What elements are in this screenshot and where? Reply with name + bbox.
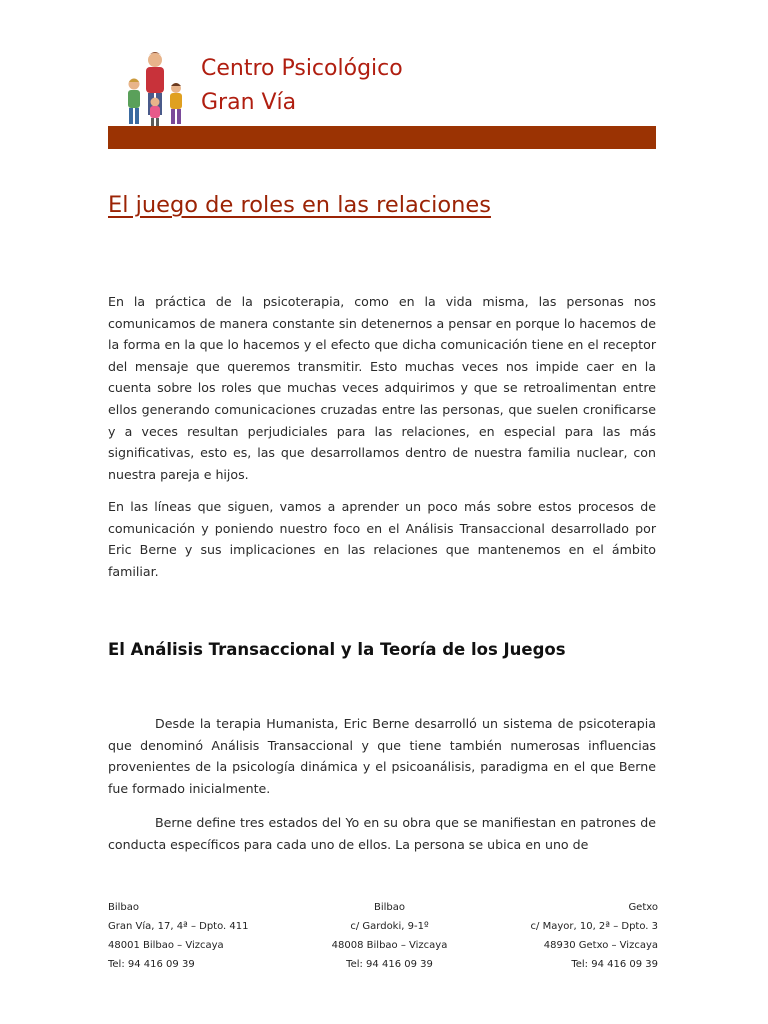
footer-address-1 [108, 898, 248, 974]
footer-street: c/ Gardoki, 9-1º [350, 921, 429, 932]
intro-paragraph-2: En las líneas que siguen, vamos a aprender un poco más sobre estos procesos de comunicación y poniendo nuestro foco en el Análisis Transaccional desarrollado por Eric Berne y sus implicaciones en las relaciones que mantenemos en el ámbito familiar. [108, 499, 656, 579]
section-heading: El Análisis Transaccional y la Teoría de los Juegos [108, 640, 566, 659]
footer-city: Bilbao [108, 902, 140, 913]
document-title: El juego de roles en las relaciones [108, 192, 491, 218]
footer-phone: Tel: 94 416 09 39 [571, 959, 658, 970]
organization-name-line1: Centro Psicológico [201, 56, 403, 81]
footer-address-2 [332, 898, 448, 974]
header-rule [108, 126, 656, 149]
organization-name-line2: Gran Vía [201, 90, 297, 115]
footer-phone: Tel: 94 416 09 39 [108, 959, 195, 970]
footer-address-3 [531, 898, 658, 974]
footer-postal: 48008 Bilbao – Vizcaya [331, 940, 448, 951]
footer-phone: Tel: 94 416 09 39 [346, 959, 433, 970]
footer-postal: 48001 Bilbao – Vizcaya [108, 940, 224, 951]
letterhead [108, 44, 656, 134]
footer-street: Gran Vía, 17, 4ª – Dpto. 411 [108, 921, 249, 932]
section-paragraph-1: Desde la terapia Humanista, Eric Berne desarrolló un sistema de psicoterapia que denominó Análisis Transaccional y que tiene también numerosas influencias provenientes de la psicología dinámica y el psicoanálisis, paradigma en el que Berne fue formado inicialmente. [108, 716, 656, 796]
footer-city: Bilbao [374, 902, 406, 913]
family-illustration-icon [122, 50, 188, 130]
footer-city: Getxo [628, 902, 658, 913]
footer-addresses [108, 898, 658, 974]
footer-postal: 48930 Getxo – Vizcaya [543, 940, 658, 951]
intro-paragraph-1: En la práctica de la psicoterapia, como en la vida misma, las personas nos comunicamos de manera constante sin detenernos a pensar en porque lo hacemos de la forma en la que lo hacemos y el efecto que dicha comunicación tiene en el receptor del mensaje que queremos transmitir. Esto muchas veces nos impide caer en la cuenta sobre los roles que muchas veces adquirimos y que se retroalimentan entre ellos generando comunicaciones cruzadas entre las personas, que suelen cronificarse y a veces resultan perjudiciales para las relaciones, en especial para las más significativas, esto es, las que desarrollamos dentro de nuestra familia nuclear, con nuestra pareja e hijos. [108, 294, 656, 482]
footer-street: c/ Mayor, 10, 2ª – Dpto. 3 [530, 921, 658, 932]
section-paragraph-2: Berne define tres estados del Yo en su obra que se manifiestan en patrones de conducta específicos para cada uno de ellos. La persona se ubica en uno de [108, 815, 656, 852]
organization-name [201, 52, 403, 120]
